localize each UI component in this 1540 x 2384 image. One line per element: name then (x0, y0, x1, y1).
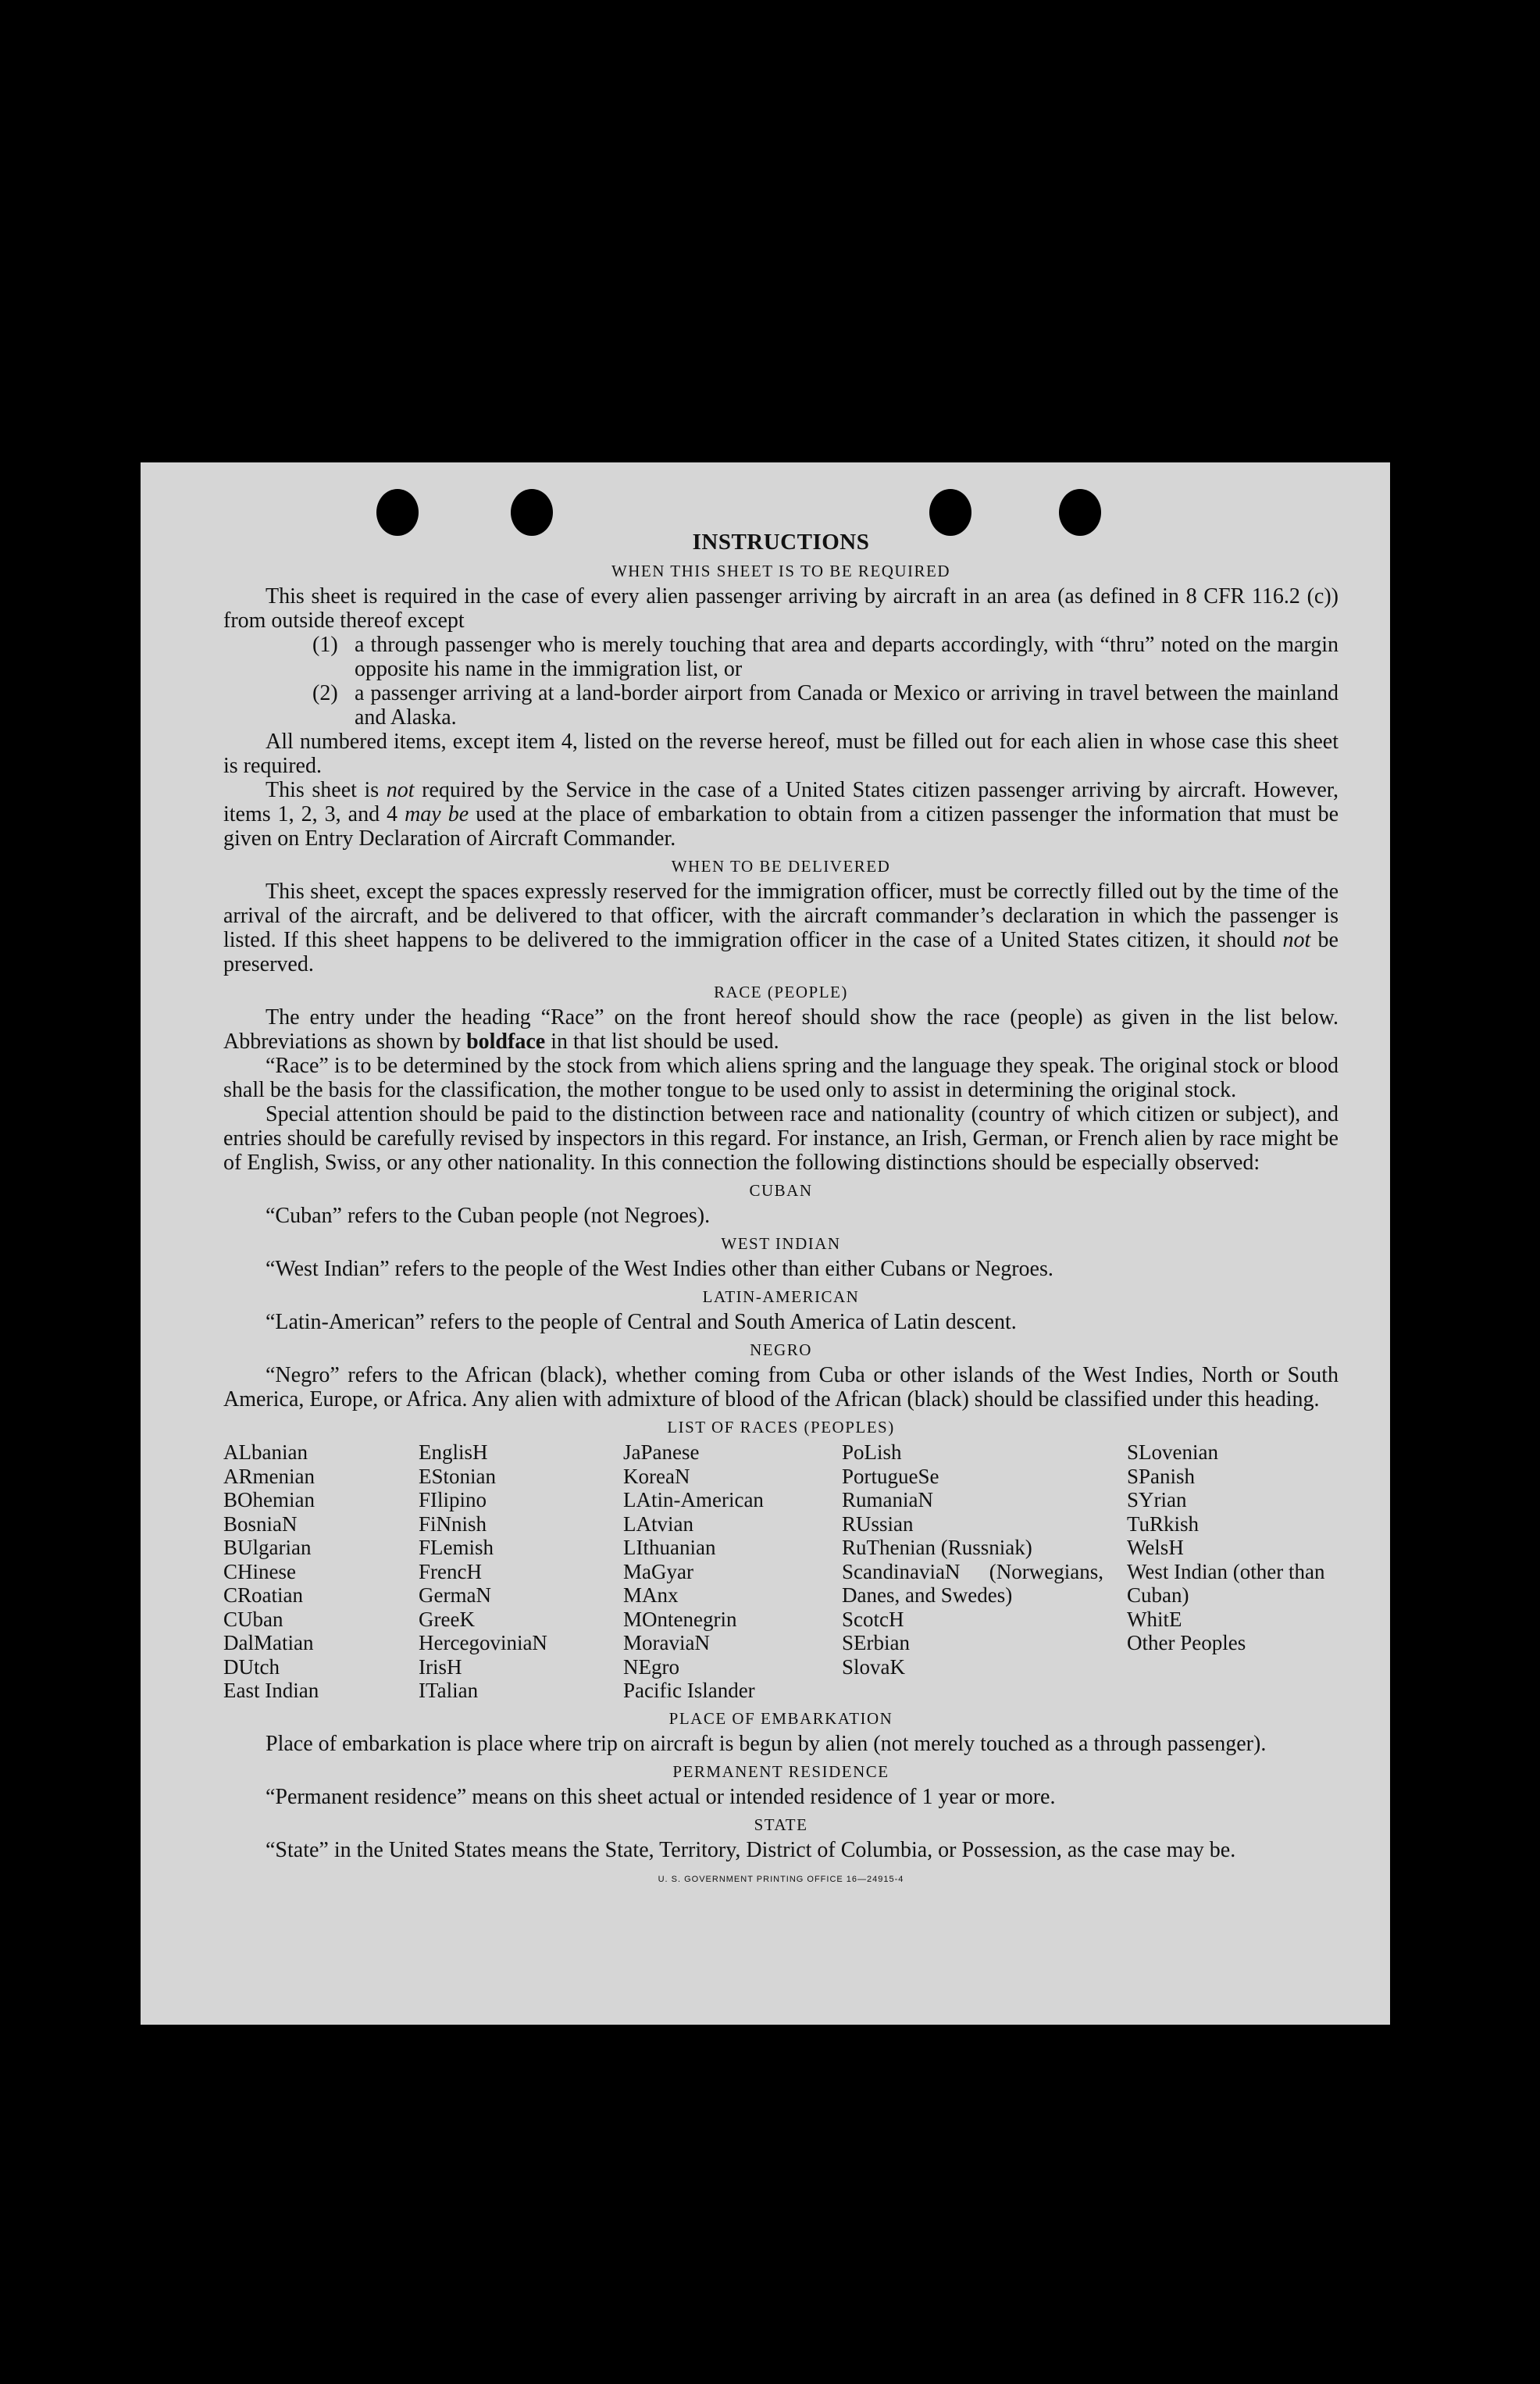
race-entry: CRoatian (223, 1583, 303, 1607)
race-entry: KoreaN (623, 1464, 690, 1488)
paragraph: “Negro” refers to the African (black), whether coming from Cuba or other islands of the West Indies, North or South America, Europe, or Africa. Any alien with admixture of blood of the African (black) should be classified under this heading. (223, 1363, 1339, 1411)
race-entry: BosniaN (223, 1511, 298, 1536)
race-entry: GreeK (419, 1607, 475, 1631)
race-entry: Other Peoples (1127, 1631, 1246, 1654)
race-entry: RUssian (842, 1511, 914, 1536)
emphasis: not (386, 778, 415, 802)
race-entry: ScandinaviaN (Norwegians, Danes, and Swedes) (842, 1559, 1103, 1607)
printer-imprint: U. S. GOVERNMENT PRINTING OFFICE 16—24915-4 (658, 1874, 904, 1884)
section-heading: CUBAN (749, 1181, 813, 1200)
section-heading: PERMANENT RESIDENCE (672, 1761, 889, 1781)
paragraph: “West Indian” refers to the people of the West Indies other than either Cubans or Negroes. (266, 1257, 1053, 1281)
section-heading: RACE (PEOPLE) (714, 983, 848, 1001)
punch-hole (929, 489, 971, 536)
punch-hole (1059, 489, 1101, 536)
paragraph (223, 778, 1339, 851)
item-text: a passenger arriving at a land-border airport from Canada or Mexico or arriving in travel between the mainland and Alaska. (355, 681, 1339, 730)
race-entry: BUlgarian (223, 1536, 312, 1559)
race-entry: RumaniaN (842, 1488, 933, 1511)
paragraph: “Race” is to be determined by the stock from which aliens spring and the language they speak. The original stock or blood shall be the basis for the classification, the mother tongue to be used only to assist in determining the original stock. (223, 1054, 1339, 1102)
race-entry: SErbian (842, 1631, 910, 1654)
race-entry: Pacific Islander (623, 1679, 755, 1702)
races-column (623, 1440, 842, 1703)
race-entry: MAnx (623, 1583, 679, 1607)
list-item (223, 681, 1339, 730)
text-run: be preserved. (223, 928, 1339, 976)
race-entry: CHinese (223, 1559, 296, 1583)
race-entry: ARmenian (223, 1464, 315, 1488)
race-entry: SPanish (1127, 1464, 1196, 1488)
text-run: used at the place of embarkation to obtain from a citizen passenger the information that must be given on Entry Declaration of Aircraft Commander. (223, 802, 1339, 851)
race-entry: FLemish (419, 1536, 494, 1559)
text-run: The entry under the heading “Race” on the front hereof should show the race (people) as given in the list below. Abbreviations as shown by (223, 1005, 1339, 1054)
race-entry: FIlipino (419, 1488, 487, 1511)
race-entry: JaPanese (623, 1440, 700, 1464)
text-run: required by the Service in the case of a United States citizen passenger arriving by aircraft. However, items 1, 2, 3, and 4 (223, 778, 1339, 826)
list-item (223, 633, 1339, 681)
section-heading: LIST OF RACES (PEOPLES) (667, 1418, 895, 1436)
race-entry: MOntenegrin (623, 1607, 737, 1631)
race-entry: GermaN (419, 1583, 491, 1607)
paragraph: “Cuban” refers to the Cuban people (not Negroes). (266, 1204, 711, 1228)
race-entry: DalMatian (223, 1631, 314, 1654)
paragraph: This sheet is required in the case of every alien passenger arriving by aircraft in an area (as defined in 8 CFR 116.2 (c)) from outside thereof except (223, 584, 1339, 633)
paragraph: All numbered items, except item 4, listed on the reverse hereof, must be filled out for each alien in whose case this sheet is required. (223, 730, 1339, 778)
instruction-sheet (141, 462, 1390, 2025)
race-entry: IrisH (419, 1654, 462, 1679)
race-entry: TuRkish (1127, 1511, 1200, 1536)
section-heading: PLACE OF EMBARKATION (668, 1708, 893, 1728)
paragraph (223, 1005, 1339, 1054)
race-entry: RuThenian (Russniak) (842, 1536, 1032, 1559)
section-heading: LATIN-AMERICAN (702, 1287, 860, 1306)
race-entry: MaGyar (623, 1559, 693, 1583)
section-heading: NEGRO (750, 1340, 812, 1359)
race-entry: FiNnish (419, 1511, 487, 1536)
punch-hole (511, 489, 553, 536)
race-entry: SLovenian (1127, 1440, 1218, 1464)
emphasis: may be (405, 802, 469, 826)
paragraph: Place of embarkation is place where trip on aircraft is begun by alien (not merely touched as a through passenger). (266, 1731, 1267, 1756)
race-entry: MoraviaN (623, 1631, 710, 1654)
item-number: (1) (312, 633, 338, 657)
race-entry: NEgro (623, 1654, 679, 1679)
section-heading: WHEN TO BE DELIVERED (671, 857, 891, 876)
race-entry: EStonian (419, 1464, 496, 1488)
race-entry: SlovaK (842, 1654, 905, 1679)
race-entry: CUban (223, 1607, 283, 1631)
races-column (842, 1440, 1127, 1703)
item-number: (2) (312, 681, 338, 705)
race-entry: ScotcH (842, 1607, 904, 1631)
races-column (1127, 1440, 1330, 1703)
section-heading: WHEN THIS SHEET IS TO BE REQUIRED (611, 562, 951, 580)
text-run: in that list should be used. (545, 1030, 779, 1054)
race-entry: SYrian (1127, 1488, 1187, 1511)
race-entry: EnglisH (419, 1440, 488, 1464)
race-entry: DUtch (223, 1654, 280, 1679)
text-run: This sheet is (266, 778, 387, 802)
race-entry: PoLish (842, 1440, 902, 1464)
bold-text: boldface (466, 1030, 546, 1054)
punch-hole (376, 489, 419, 536)
races-list (223, 1440, 1339, 1703)
race-entry: ITalian (419, 1679, 479, 1702)
race-entry: LAtin-American (623, 1488, 764, 1511)
paragraph: “Latin-American” refers to the people of Central and South America of Latin descent. (266, 1310, 1017, 1334)
race-entry: FrencH (419, 1559, 482, 1583)
paragraph: “Permanent residence” means on this sheet actual or intended residence of 1 year or more. (266, 1784, 1056, 1809)
races-column (223, 1440, 419, 1703)
paragraph: Special attention should be paid to the distinction between race and nationality (country of which citizen or subject), and entries should be carefully revised by inspectors in this regard. For instance, an Irish, German, or French alien by race might be of English, Swiss, or any other nationality. In this connection the following distinctions should be especially observed: (223, 1102, 1339, 1175)
race-entry: LIthuanian (623, 1536, 716, 1559)
emphasis: not (1282, 928, 1311, 952)
paragraph: “State” in the United States means the State, Territory, District of Columbia, or Possession, as the case may be. (266, 1837, 1236, 1862)
page-title: INSTRUCTIONS (692, 530, 870, 555)
item-text: a through passenger who is merely touching that area and departs accordingly, with “thru” noted on the margin opposite his name in the immigration list, or (355, 633, 1339, 681)
race-entry: LAtvian (623, 1511, 693, 1536)
paragraph (223, 880, 1339, 976)
race-entry: BOhemian (223, 1488, 315, 1511)
race-entry: WhitE (1127, 1607, 1182, 1631)
race-entry: ALbanian (223, 1440, 308, 1464)
race-entry: WelsH (1127, 1536, 1184, 1559)
text-run: This sheet, except the spaces expressly reserved for the immigration officer, must be correctly filled out by the time of the arrival of the aircraft, and be delivered to that officer, with the aircraft commander’s declaration in which the passenger is listed. If this sheet happens to be delivered to the immigration officer in the case of a United States citizen, it should (223, 880, 1339, 952)
race-entry: East Indian (223, 1679, 319, 1702)
section-heading: STATE (754, 1815, 808, 1834)
race-entry: HercegoviniaN (419, 1631, 547, 1654)
races-column (419, 1440, 623, 1703)
section-heading: WEST INDIAN (721, 1234, 841, 1253)
race-entry: West Indian (other than Cuban) (1127, 1559, 1325, 1607)
race-entry: PortugueSe (842, 1464, 939, 1488)
